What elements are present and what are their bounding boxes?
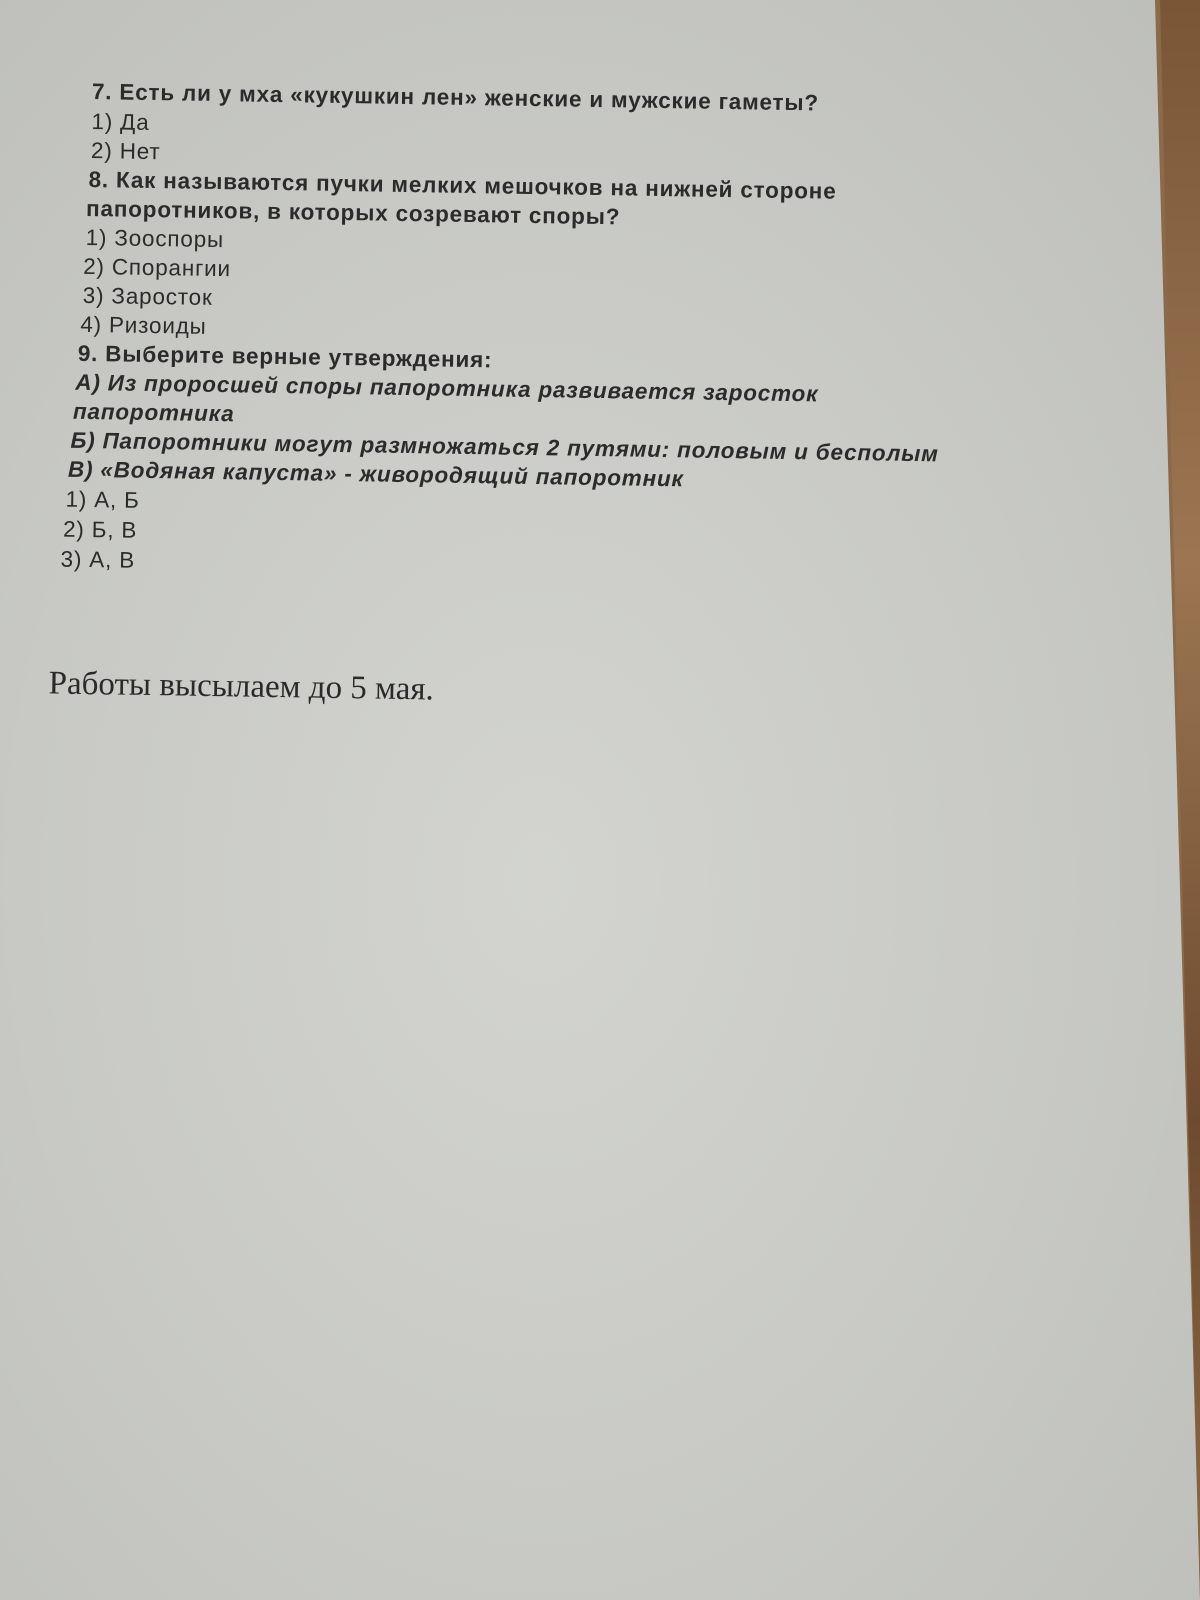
deadline-note: Работы высылаем до 5 мая. — [48, 665, 435, 708]
q8-option-1: 1) Зооспоры — [85, 224, 225, 253]
question-7: 7. Есть ли у мха «кукушкин лен» женские и мужские гаметы? — [91, 79, 820, 116]
question-8-line-2: папоротников, в которых созревают споры? — [85, 195, 621, 230]
q9-option-3: 3) А, В — [60, 546, 136, 573]
q9-statement-a-line-2: папоротника — [72, 398, 235, 427]
q9-statement-b: Б) Папоротники могут размножаться 2 путями: половым и бесполым — [70, 427, 939, 467]
question-9: 9. Выберите верные утверждения: — [77, 340, 493, 373]
q7-option-2: 2) Нет — [90, 138, 161, 165]
q9-statement-a-line-1: А) Из проросшей споры папоротника развивается заросток — [75, 369, 819, 407]
q9-option-2: 2) Б, В — [62, 516, 138, 543]
question-8-line-1: 8. Как называются пучки мелких мешочков на нижней стороне — [88, 166, 837, 204]
q8-option-4: 4) Ризоиды — [80, 311, 207, 339]
q9-statement-c: В) «Водяная капуста» - живородящий папоротник — [67, 456, 684, 492]
q9-option-1: 1) А, Б — [65, 486, 140, 513]
q7-option-1: 1) Да — [91, 109, 150, 135]
q8-option-3: 3) Заросток — [82, 282, 213, 310]
q8-option-2: 2) Спорангии — [83, 253, 232, 282]
